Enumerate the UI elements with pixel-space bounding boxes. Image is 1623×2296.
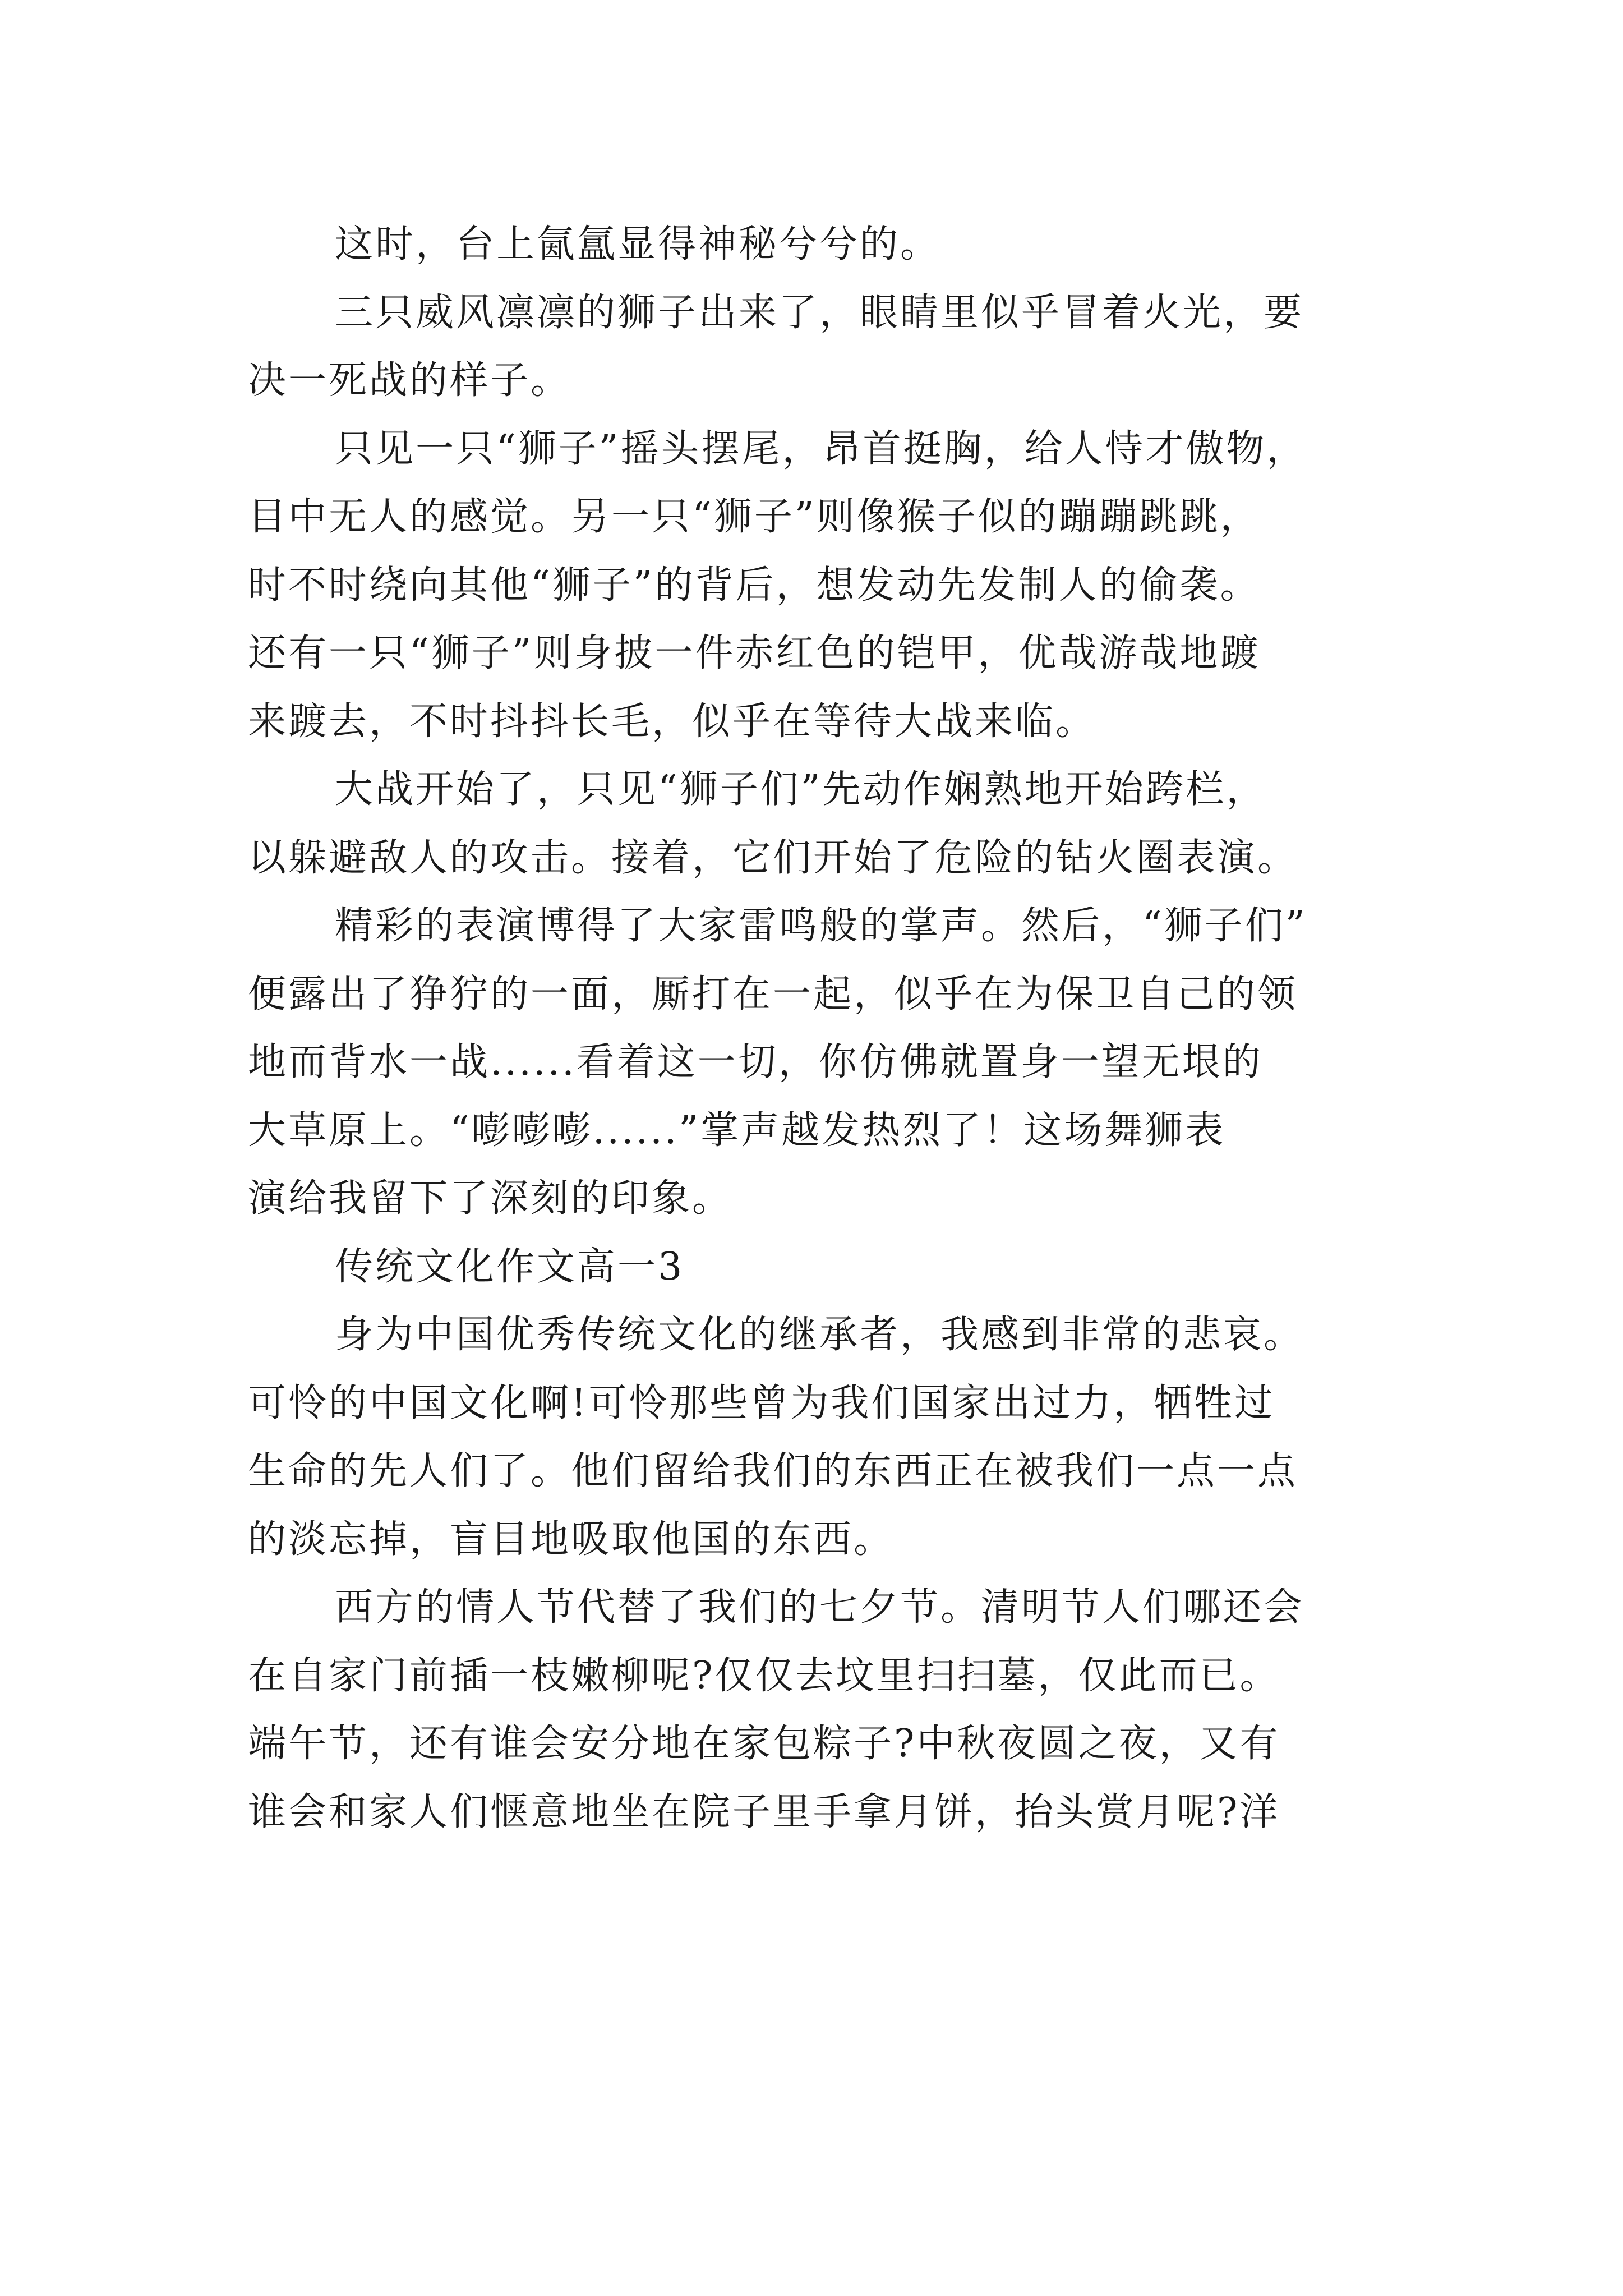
- text-line: 时不时绕向其他“狮子”的背后，想发动先发制人的偷袭。: [248, 563, 1261, 608]
- text-line: 精彩的表演博得了大家雷鸣般的掌声。然后，“狮子们”: [335, 904, 1307, 948]
- text-line: 可怜的中国文化啊!可怜那些曾为我们国家出过力，牺牲过: [248, 1381, 1275, 1425]
- text-line: 这时，台上氤氲显得神秘兮兮的。: [335, 222, 941, 266]
- text-line: 三只威风凛凛的狮子出来了，眼睛里似乎冒着火光，要: [335, 290, 1304, 335]
- text-line: 大战开始了，只见“狮子们”先动作娴熟地开始跨栏，: [335, 767, 1267, 812]
- text-line: 端午节，还有谁会安分地在家包粽子?中秋夜圆之夜，又有: [248, 1722, 1280, 1766]
- section-heading: 传统文化作文高一3: [335, 1244, 685, 1289]
- text-line: 西方的情人节代替了我们的七夕节。清明节人们哪还会: [335, 1585, 1304, 1630]
- text-line: 演给我留下了深刻的印象。: [248, 1176, 733, 1221]
- text-line: 的淡忘掉，盲目地吸取他国的东西。: [248, 1517, 895, 1562]
- text-line: 决一死战的样子。: [248, 358, 571, 403]
- text-line: 目中无人的感觉。另一只“狮子”则像猴子似的蹦蹦跳跳，: [248, 495, 1261, 539]
- text-line: 来踱去，不时抖抖长毛，似乎在等待大战来临。: [248, 699, 1096, 744]
- text-line: 身为中国优秀传统文化的继承者，我感到非常的悲哀。: [335, 1313, 1304, 1357]
- text-line: 只见一只“狮子”摇头摆尾，昂首挺胸，给人恃才傲物，: [335, 426, 1307, 471]
- text-line: 便露出了狰狞的一面，厮打在一起，似乎在为保卫自己的领: [248, 972, 1298, 1016]
- text-line: 以躲避敌人的攻击。接着，它们开始了危险的钻火圈表演。: [248, 835, 1298, 880]
- document-body: [248, 210, 1392, 1846]
- text-line: 生命的先人们了。他们留给我们的东西正在被我们一点一点: [248, 1449, 1298, 1493]
- text-line: 还有一只“狮子”则身披一件赤红色的铠甲，优哉游哉地踱: [248, 631, 1261, 675]
- text-line: 谁会和家人们惬意地坐在院子里手拿月饼，抬头赏月呢?洋: [248, 1789, 1280, 1834]
- text-line: 大草原上。“嘭嘭嘭......”掌声越发热烈了！这场舞狮表: [248, 1108, 1226, 1153]
- text-line: 在自家门前插一枝嫩柳呢?仅仅去坟里扫扫墓，仅此而已。: [248, 1653, 1280, 1698]
- text-line: 地而背水一战......看着这一切，你仿佛就置身一望无垠的: [248, 1040, 1263, 1084]
